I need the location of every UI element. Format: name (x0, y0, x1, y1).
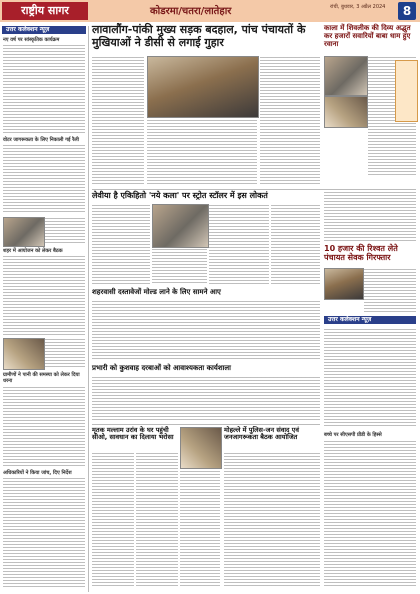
brief-headline-1[interactable]: नए वर्ष पर सांस्कृतिक कार्यक्रम (3, 37, 60, 43)
newspaper-logo[interactable]: राष्ट्रीय सागर (2, 2, 88, 20)
lead-text-col1 (92, 56, 144, 186)
right-column-header: उत्तर कलेक्शन न्यूज़ (324, 316, 416, 324)
bottom-headline-2[interactable]: मोहल्ले में पुलिस-जन संवाद एवं जनजागरूकता बैठक आयोजित (224, 426, 299, 442)
middle-text-1a (92, 204, 150, 284)
middle-headline-2[interactable]: शहरवासी दस्तावेजों मोल्ड लाने के लिए सामने आए (92, 288, 221, 296)
right-column-header-wrap (324, 316, 416, 324)
left-column-header: उत्तर कलेक्शन न्यूज़ (2, 26, 86, 34)
brief-text-4a (45, 338, 85, 368)
right-briefs-text (324, 328, 416, 428)
brief-photo-1 (3, 217, 45, 247)
middle-text-2 (92, 300, 320, 360)
bottom-text-1b (136, 452, 178, 587)
section-divider-2 (92, 424, 320, 425)
right-story2-headline[interactable]: 10 हजार की रिश्वत लेते पंचायत सेवक गिरफ्तार (324, 244, 398, 263)
lead-text-col2 (147, 119, 257, 186)
right-top-headline[interactable]: काला में शिवलीक की दिव्य अद्भुत कर हजारों सवारियों बाबा धाम हुए रवाना (324, 24, 411, 49)
bottom-text-1a (92, 452, 134, 587)
bottom-headline-1[interactable]: मृतक मल्लाम उरांव के घर पहुंची सीओ, सावधान का दिलाया भरोसा (92, 426, 174, 442)
brief-text-4 (3, 386, 85, 466)
right-story2-photo (324, 268, 364, 300)
brief-photo-2 (3, 338, 45, 370)
middle-text-1d (271, 204, 320, 284)
right-mid-text-1 (324, 191, 416, 241)
brief-text-3 (3, 255, 85, 335)
column-divider (88, 26, 89, 592)
brief-headline-3[interactable]: शहर में आयोजन को लेकर बैठक (3, 248, 63, 254)
brief-headline-5[interactable]: अधिकारियों ने किया जांच, दिए निर्देश (3, 470, 72, 476)
bottom-photo-1 (180, 427, 222, 469)
brief-text-2 (3, 144, 85, 214)
brief-text-5 (3, 477, 85, 587)
bottom-right-text (324, 440, 416, 587)
bottom-text-2 (224, 452, 320, 587)
page-number: 8 (398, 2, 416, 20)
bottom-right-headline[interactable]: बच्चे पर सीएसपी प्रीडी के हिस्से (324, 432, 382, 438)
middle-headline-1[interactable]: लेवीया है एकिहितो 'नये कला' पर स्ट्रोत स्टॉलर में इस लोकतं (92, 191, 268, 200)
brief-text-1 (3, 44, 85, 134)
lead-photo (147, 56, 259, 118)
edition-title: कोडरमा/चतरा/लातेहार (150, 6, 232, 17)
middle-photo-1 (152, 204, 209, 248)
lead-text-col3 (260, 56, 320, 186)
lead-headline[interactable]: लावालौंग-पांकी मुख्य सड़क बदहाल, पांच पंचायतों के मुखियाओं ने डीसी से लगाई गुहार (92, 23, 306, 49)
brief-headline-4[interactable]: ग्रामीणों ने पानी की समस्या को लेकर दिया धरना (3, 372, 80, 384)
brief-headline-2[interactable]: वोटर जागरूकता के लिए निकाली गई रैली (3, 137, 79, 143)
bottom-text-1c (180, 470, 220, 587)
middle-headline-3[interactable]: प्रभारी को कुशवाह दरबाओं को आवाश्यकता कार्यशाला (92, 364, 231, 372)
right-top-photo-1 (324, 56, 368, 96)
side-advertisement[interactable] (395, 60, 418, 122)
right-story2-text (364, 268, 416, 312)
middle-text-1c (209, 204, 269, 284)
middle-text-3 (92, 376, 320, 421)
middle-text-1b (152, 248, 207, 284)
brief-text-3a (45, 217, 85, 245)
dateline: रांची, बुधवार, 3 अप्रैल 2024 (330, 4, 386, 10)
left-column (2, 26, 86, 34)
right-top-photo-2 (324, 96, 368, 128)
section-divider (92, 189, 416, 190)
